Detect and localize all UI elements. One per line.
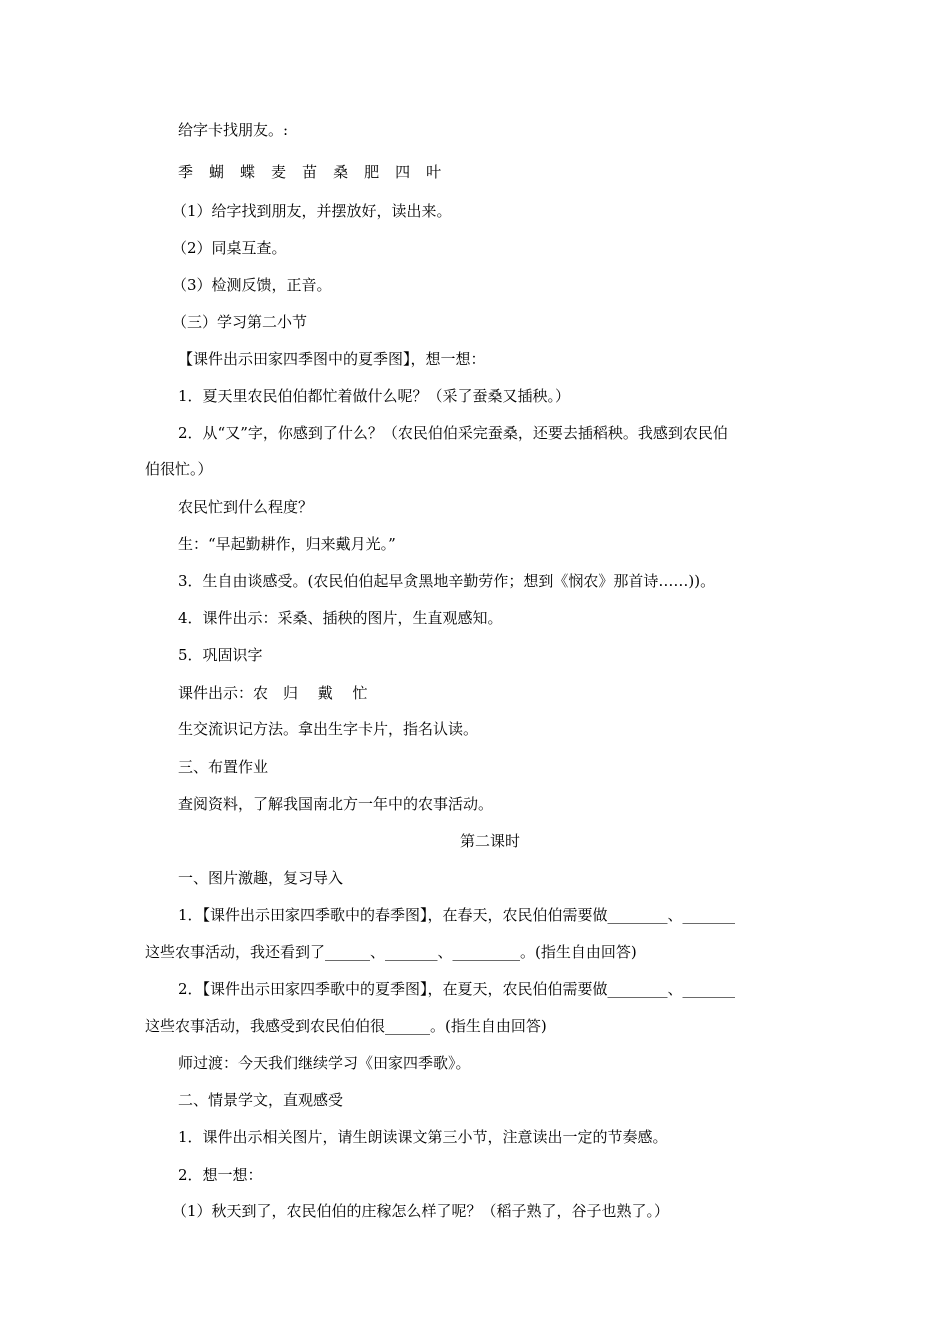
text-line: （2）同桌互查。 [172,239,287,257]
text-line: 1．夏天里农民伯伯都忙着做什么呢？（采了蚕桑又插秧。） [178,387,571,405]
text-line: 生交流识记方法。拿出生字卡片，指名认读。 [178,720,479,738]
text-line: （3）检测反馈，正音。 [172,276,332,294]
text-line: 1．课件出示相关图片，请生朗读课文第三小节，注意读出一定的节奏感。 [178,1128,668,1146]
section-heading: 二、情景学文，直观感受 [178,1091,344,1109]
text-line: 这些农事活动，我还看到了______、_______、_________。(指生自由回答) [145,943,637,961]
text-line: 这些农事活动，我感受到农民伯伯很______。(指生自由回答) [145,1017,547,1035]
text-line: 伯很忙。） [145,460,213,478]
text-line: 农民忙到什么程度？ [178,498,314,516]
text-line: 查阅资料，了解我国南北方一年中的农事活动。 [178,795,494,813]
text-line: 4．课件出示：采桑、插秧的图片，生直观感知。 [178,609,503,627]
text-line: 师过渡：今天我们继续学习《田家四季歌》。 [178,1054,471,1072]
section-heading: 三、布置作业 [178,758,269,776]
character-card: 苗 [302,163,318,181]
character-card: 蝴 [209,163,225,181]
text-line: 3．生自由谈感受。(农民伯伯起早贪黑地辛勤劳作；想到《悯农》那首诗……))。 [178,572,716,590]
section-heading: （三）学习第二小节 [172,313,308,331]
section-heading: 一、图片激趣，复习导入 [178,869,344,887]
text-line: 2．【课件出示田家四季歌中的夏季图】，在夏天，农民伯伯需要做________、_______ [178,980,736,998]
text-line: （1）秋天到了，农民伯伯的庄稼怎么样了呢？（稻子熟了，谷子也熟了。） [172,1202,670,1220]
lesson-title: 第二课时 [459,832,520,850]
text-line: 1．【课件出示田家四季歌中的春季图】，在春天，农民伯伯需要做________、_______ [178,906,736,924]
text-line: 生：“早起勤耕作，归来戴月光。” [178,535,396,553]
character-card: 季 [178,163,194,181]
character-card: 蝶 [240,163,256,181]
character-card: 肥 [364,163,380,181]
text-line: 课件出示：农 归 戴 忙 [178,684,368,702]
character-card: 麦 [271,163,287,181]
character-card-row [178,162,457,182]
text-line: 给字卡找朋友。: [178,121,289,139]
character-card: 桑 [333,163,349,181]
text-line: 5．巩固识字 [178,646,263,664]
character-card: 叶 [426,163,442,181]
text-line: 2．想一想： [178,1166,263,1184]
character-card: 四 [395,163,411,181]
text-line: 【课件出示田家四季图中的夏季图】，想一想： [178,350,486,368]
text-line: 2．从“又”字，你感到了什么？（农民伯伯采完蚕桑，还要去插稻秧。我感到农民伯 [178,424,728,442]
text-line: （1）给字找到朋友，并摆放好，读出来。 [172,202,452,220]
